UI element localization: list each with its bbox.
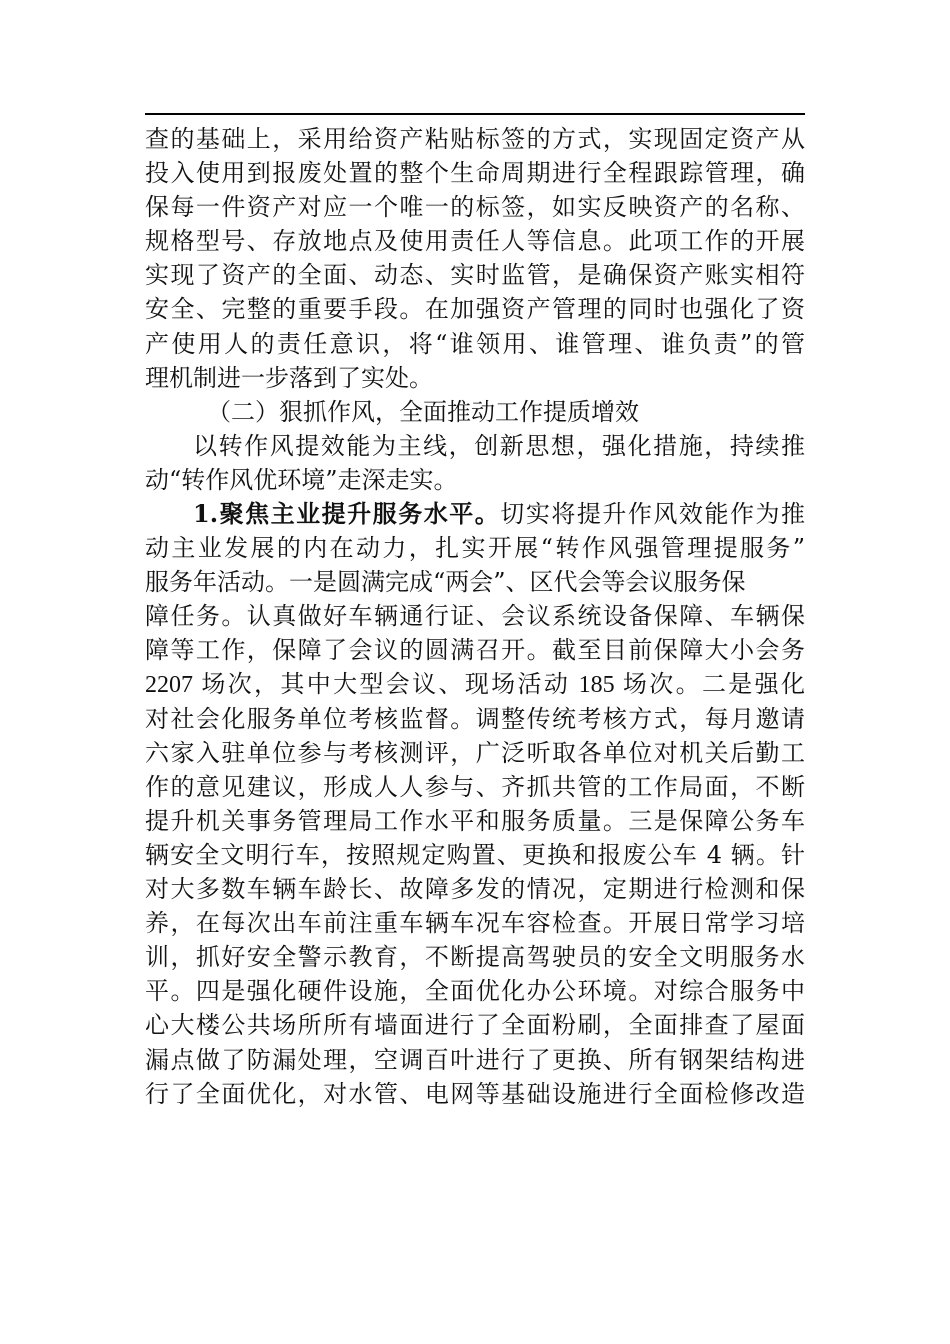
- text-line: 养，在每次出车前注重车辆车况车容检查。开展日常学习培: [145, 909, 805, 938]
- text-line: 平。四是强化硬件设施，全面优化办公环境。对综合服务中: [145, 977, 805, 1006]
- text-line: 行了全面优化，对水管、电网等基础设施进行全面检修改造: [145, 1079, 805, 1108]
- text-line: 六家入驻单位参与考核测评，广泛听取各单位对机关后勤工: [145, 738, 805, 767]
- text-line: 对社会化服务单位考核监督。调整传统考核方式，每月邀请: [145, 704, 805, 733]
- paragraph-service-level: [145, 497, 805, 1111]
- text-line: 动“转作风优环境”走深走实。: [145, 465, 458, 494]
- text-line: 训，抓好安全警示教育，不断提高驾驶员的安全文明服务水: [145, 943, 805, 972]
- text-line: 心大楼公共场所所有墙面进行了全面粉刷，全面排查了屋面: [145, 1011, 805, 1040]
- text-line: 动主业发展的内在动力，扎实开展“转作风强管理提服务”: [145, 534, 805, 563]
- text-line: 对大多数车辆车龄长、故障多发的情况，定期进行检测和保: [145, 875, 805, 904]
- section-heading: （二）狠抓作风，全面推动工作提质增效: [207, 397, 639, 426]
- text-line: 投入使用到报废处置的整个生命周期进行全程跟踪管理，确: [145, 159, 805, 188]
- text-line: 辆安全文明行车，按照规定购置、更换和报废公车 4 辆。针: [145, 840, 805, 869]
- text-line: 漏点做了防漏处理，空调百叶进行了更换、所有钢架结构进: [145, 1045, 805, 1074]
- text-line: 提升机关事务管理局工作水平和服务质量。三是保障公务车: [145, 806, 805, 835]
- paragraph-asset-management: [145, 122, 805, 395]
- text-line: 查的基础上，采用给资产粘贴标签的方式，实现固定资产从: [145, 125, 805, 153]
- text-line: 2207 场次，其中大型会议、现场活动 185 场次。二是强化: [145, 671, 805, 698]
- text-line: 作的意见建议，形成人人参与、齐抓共管的工作局面，不断: [145, 772, 805, 801]
- text-line: 以转作风提效能为主线，创新思想，强化措施，持续推: [193, 431, 805, 460]
- text-line: 理机制进一步落到了实处。: [145, 363, 433, 392]
- text-line: 规格型号、存放地点及使用责任人等信息。此项工作的开展: [145, 227, 805, 256]
- text-line: 保每一件资产对应一个唯一的标签，如实反映资产的名称、: [145, 193, 805, 222]
- text-line: 安全、完整的重要手段。在加强资产管理的同时也强化了资: [145, 295, 805, 324]
- text-line: 产使用人的责任意识，将“谁领用、谁管理、谁负责”的管: [145, 329, 805, 358]
- document-body: [145, 122, 805, 1111]
- text-run: 切实将提升作风效能作为推: [500, 500, 806, 529]
- subheading-lead: 1.聚焦主业提升服务水平。: [193, 499, 501, 529]
- text-line: 障等工作，保障了会议的圆满召开。截至目前保障大小会务: [145, 636, 805, 665]
- text-line: 障任务。认真做好车辆通行证、会议系统设备保障、车辆保: [145, 602, 805, 631]
- text-line: 实现了资产的全面、动态、实时监管，是确保资产账实相符: [145, 261, 805, 290]
- text-line: [145, 497, 805, 531]
- paragraph-work-style: [145, 429, 805, 497]
- header-rule: [145, 113, 805, 115]
- text-line: 服务年活动。一是圆满完成“两会”、区代会等会议服务保: [145, 568, 746, 597]
